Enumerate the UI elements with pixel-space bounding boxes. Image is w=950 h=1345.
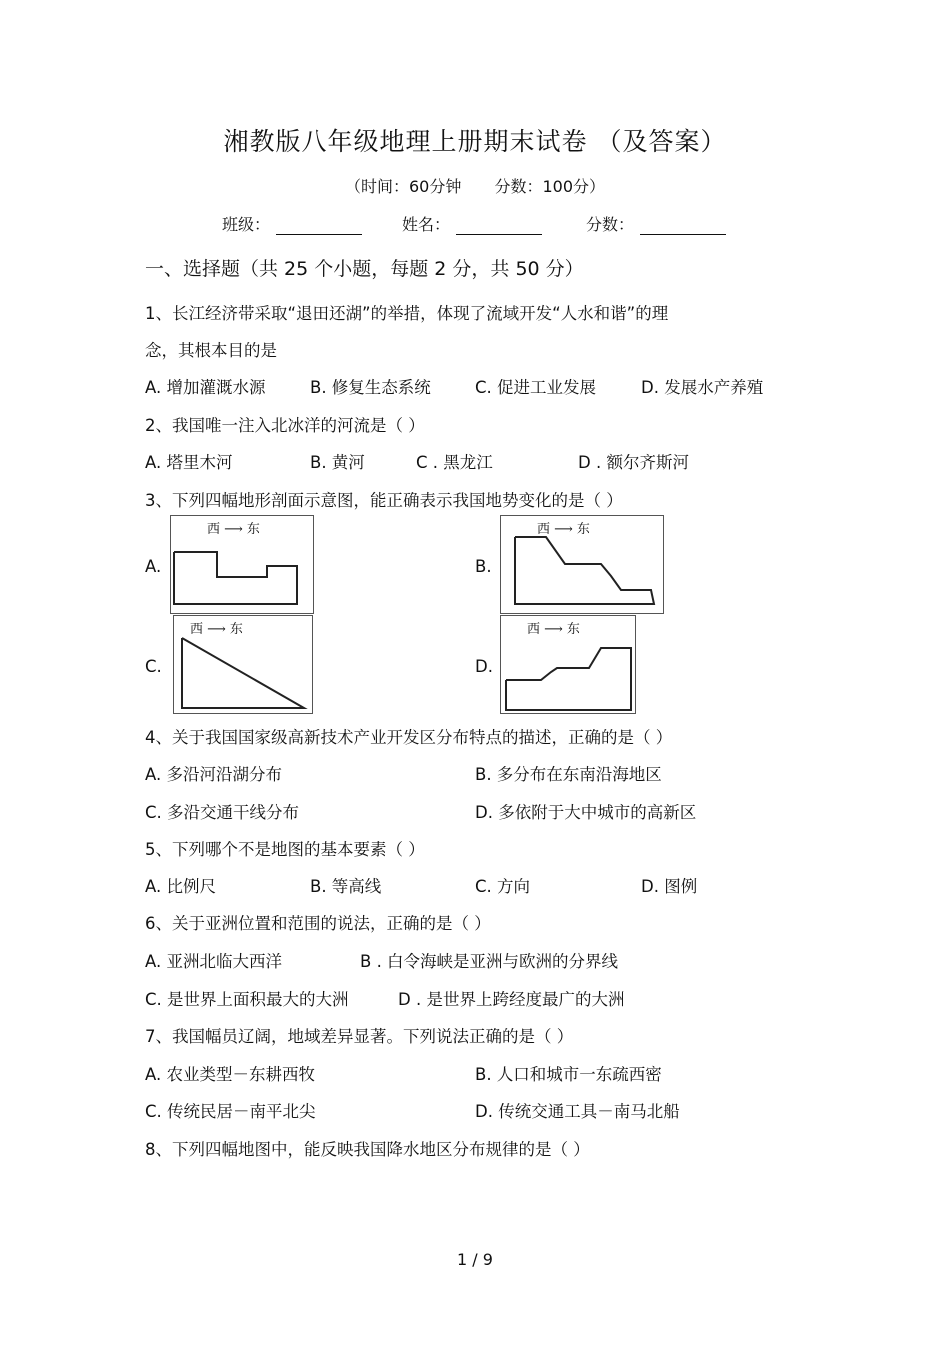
q5-option-a: A. 比例尺 bbox=[145, 877, 216, 896]
q1-option-d: D. 发展水产养殖 bbox=[641, 378, 764, 397]
name-blank[interactable] bbox=[456, 220, 542, 235]
points-label: 分数： bbox=[586, 215, 635, 234]
profile-figure-b bbox=[500, 515, 664, 614]
q4-option-b: B. 多分布在东南沿海地区 bbox=[475, 765, 662, 784]
q2-option-d: D . 额尔齐斯河 bbox=[578, 453, 689, 472]
q7-option-d: D. 传统交通工具－南马北船 bbox=[475, 1102, 680, 1121]
question-7-stem: 7、我国幅员辽阔，地域差异显著。下列说法正确的是（ ） bbox=[145, 1027, 574, 1046]
question-2-stem: 2、我国唯一注入北冰洋的河流是（ ） bbox=[145, 416, 425, 435]
q7-option-b: B. 人口和城市一东疏西密 bbox=[475, 1065, 662, 1084]
points-field bbox=[586, 212, 726, 235]
question-4-stem: 4、关于我国国家级高新技术产业开发区分布特点的描述，正确的是（ ） bbox=[145, 728, 673, 747]
q5-option-c: C. 方向 bbox=[475, 877, 531, 896]
q3-option-a: A. bbox=[145, 557, 162, 576]
q1-option-a: A. 增加灌溉水源 bbox=[145, 378, 266, 397]
points-blank[interactable] bbox=[640, 220, 726, 235]
page-number: 1 / 9 bbox=[457, 1250, 493, 1269]
question-6-stem: 6、关于亚洲位置和范围的说法，正确的是（ ） bbox=[145, 914, 491, 933]
exam-score: 分数：100分） bbox=[494, 177, 605, 196]
q1-option-b: B. 修复生态系统 bbox=[310, 378, 431, 397]
class-blank[interactable] bbox=[276, 220, 362, 235]
q6-option-b: B . 白令海峡是亚洲与欧洲的分界线 bbox=[360, 952, 619, 971]
q2-option-a: A. 塔里木河 bbox=[145, 453, 233, 472]
q3-option-d: D. bbox=[475, 657, 493, 676]
figure-d-direction-label: 西 ⟶ 东 bbox=[527, 622, 580, 637]
q4-option-d: D. 多依附于大中城市的高新区 bbox=[475, 803, 697, 822]
question-1-stem-line1: 1、长江经济带采取“退田还湖”的举措，体现了流域开发“人水和谐”的理 bbox=[145, 304, 669, 323]
q2-option-b: B. 黄河 bbox=[310, 453, 365, 472]
question-1-stem-line2: 念，其根本目的是 bbox=[145, 341, 277, 360]
question-5-stem: 5、下列哪个不是地图的基本要素（ ） bbox=[145, 840, 425, 859]
class-field bbox=[222, 212, 362, 235]
page-title: 湘教版八年级地理上册期末试卷 （及答案） bbox=[223, 127, 727, 156]
question-8-stem: 8、下列四幅地图中，能反映我国降水地区分布规律的是（ ） bbox=[145, 1140, 590, 1159]
exam-time: （时间：60分钟 bbox=[344, 177, 462, 196]
profile-figure-c bbox=[173, 615, 313, 714]
name-field bbox=[402, 212, 542, 235]
q6-option-c: C. 是世界上面积最大的大洲 bbox=[145, 990, 349, 1009]
figure-a-direction-label: 西 ⟶ 东 bbox=[207, 522, 260, 537]
q3-option-b: B. bbox=[475, 557, 492, 576]
exam-meta bbox=[0, 174, 950, 197]
q3-option-c: C. bbox=[145, 657, 162, 676]
q5-option-d: D. 图例 bbox=[641, 877, 698, 896]
section-title: 一、选择题（共 25 个小题，每题 2 分，共 50 分） bbox=[145, 258, 584, 280]
q7-option-a: A. 农业类型－东耕西牧 bbox=[145, 1065, 315, 1084]
name-label: 姓名： bbox=[402, 215, 451, 234]
q6-option-a: A. 亚洲北临大西洋 bbox=[145, 952, 282, 971]
figure-c-direction-label: 西 ⟶ 东 bbox=[190, 622, 243, 637]
q5-option-b: B. 等高线 bbox=[310, 877, 382, 896]
q7-option-c: C. 传统民居－南平北尖 bbox=[145, 1102, 316, 1121]
q4-option-c: C. 多沿交通干线分布 bbox=[145, 803, 300, 822]
q6-option-d: D . 是世界上跨经度最广的大洲 bbox=[398, 990, 625, 1009]
q4-option-a: A. 多沿河沿湖分布 bbox=[145, 765, 282, 784]
figure-b-direction-label: 西 ⟶ 东 bbox=[537, 522, 590, 537]
q2-option-c: C . 黑龙江 bbox=[416, 453, 493, 472]
q1-option-c: C. 促进工业发展 bbox=[475, 378, 597, 397]
profile-figure-d bbox=[500, 615, 636, 714]
class-label: 班级： bbox=[222, 215, 271, 234]
profile-figure-a bbox=[170, 515, 314, 614]
question-3-stem: 3、下列四幅地形剖面示意图，能正确表示我国地势变化的是（ ） bbox=[145, 491, 623, 510]
